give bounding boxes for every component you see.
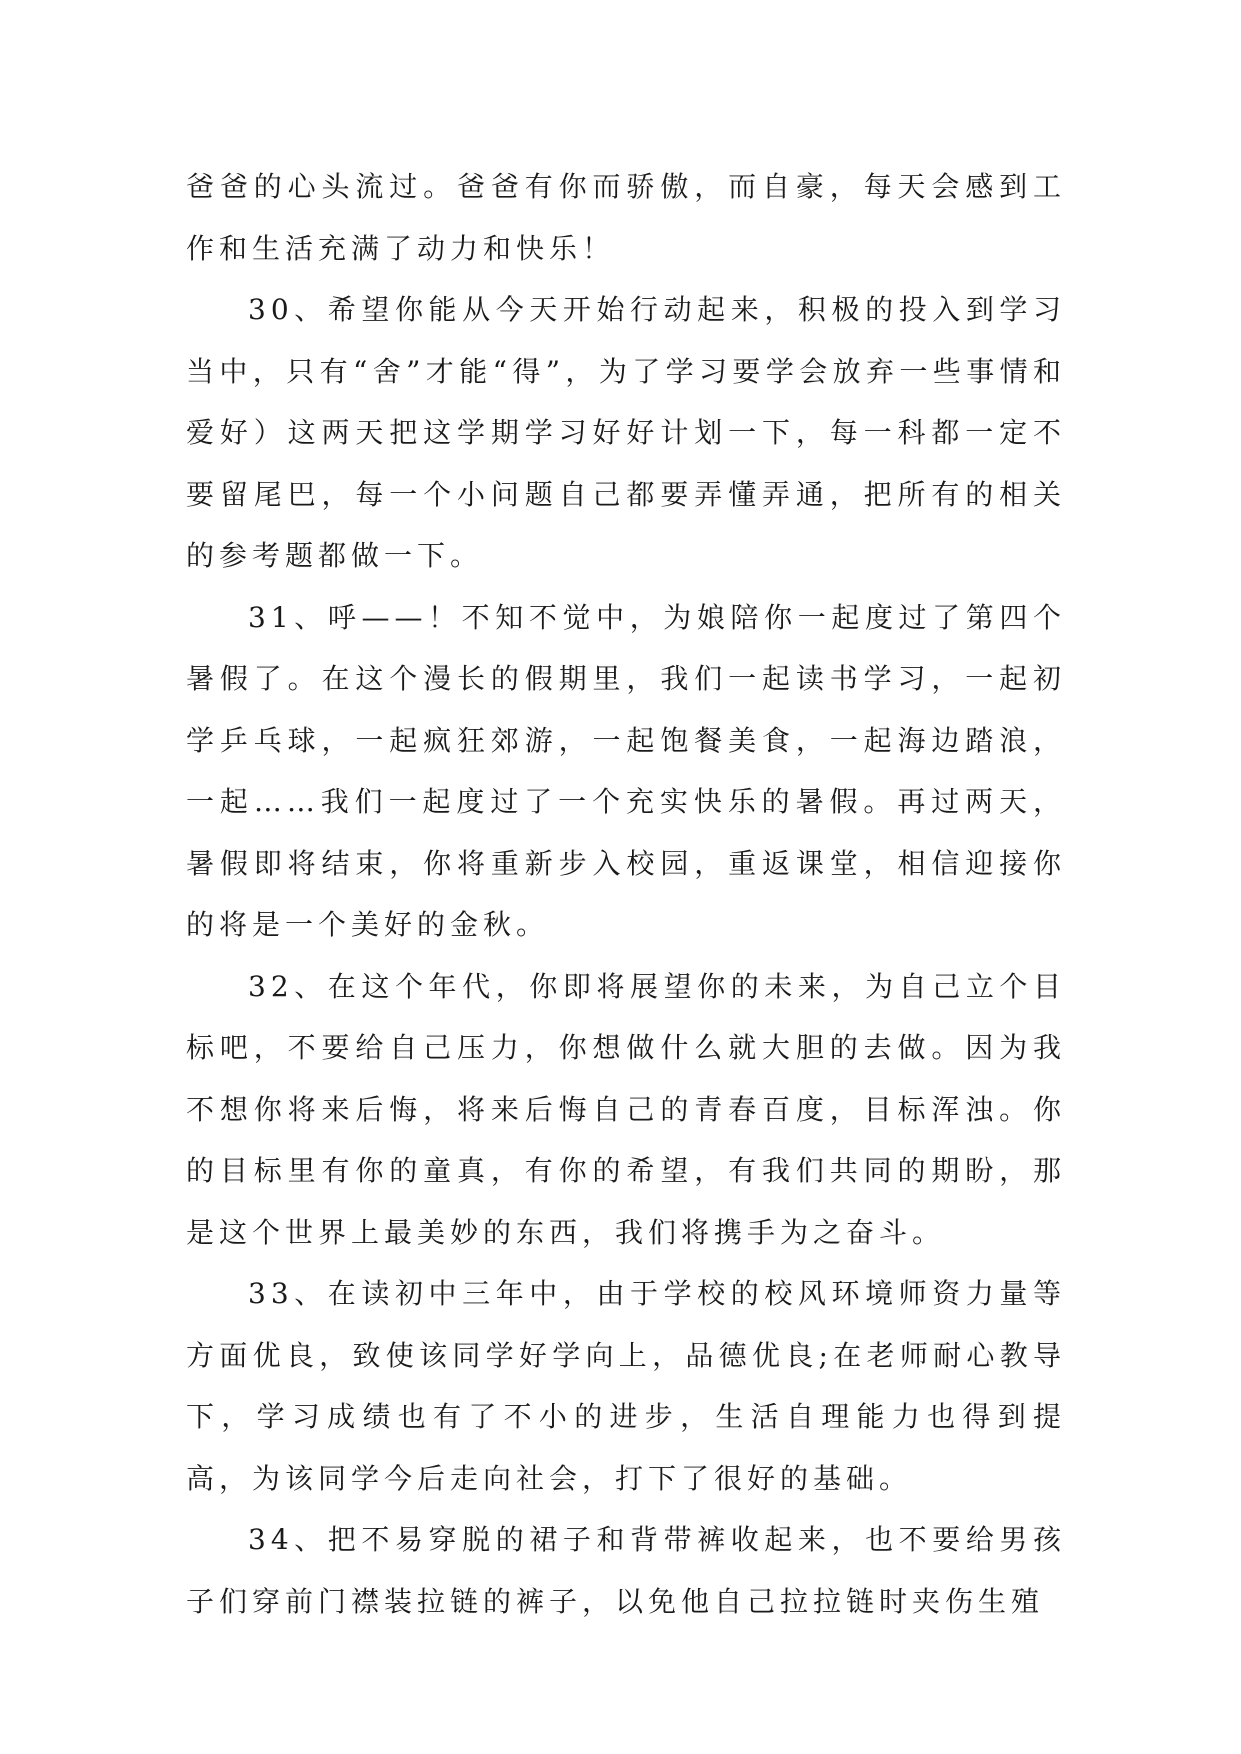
paragraph-continuation: 爸爸的心头流过。爸爸有你而骄傲，而自豪，每天会感到工作和生活充满了动力和快乐！	[186, 170, 1066, 265]
paragraph-item-31: 31、呼——！不知不觉中，为娘陪你一起度过了第四个暑假了。在这个漫长的假期里，我们一起读书学习，一起初学乒乓球，一起疯狂郊游，一起饱餐美食，一起海边踏浪，一起……我们一起度过了一个充实快乐的暑假。再过两天，暑假即将结束，你将重新步入校园，重返课堂，相信迎接你的将是一个美好的金秋。	[186, 600, 1066, 941]
paragraph-item-33: 33、在读初中三年中，由于学校的校风环境师资力量等方面优良，致使该同学好学向上，品德优良;在老师耐心教导下，学习成绩也有了不小的进步，生活自理能力也得到提高，为该同学今后走向社会，打下了很好的基础。	[186, 1277, 1066, 1495]
document-body	[186, 156, 1066, 1632]
paragraph-item-32: 32、在这个年代，你即将展望你的未来，为自己立个目标吧，不要给自己压力，你想做什么就大胆的去做。因为我不想你将来后悔，将来后悔自己的青春百度，目标浑浊。你的目标里有你的童真，有你的希望，有我们共同的期盼，那是这个世界上最美妙的东西，我们将携手为之奋斗。	[186, 969, 1066, 1249]
paragraph-item-30: 30、希望你能从今天开始行动起来，积极的投入到学习当中，只有“舍”才能“得”，为了学习要学会放弃一些事情和爱好）这两天把这学期学习好好计划一下，每一科都一定不要留尾巴，每一个小问题自己都要弄懂弄通，把所有的相关的参考题都做一下。	[186, 293, 1066, 572]
paragraph-item-34: 34、把不易穿脱的裙子和背带裤收起来，也不要给男孩子们穿前门襟装拉链的裤子，以免他自己拉拉链时夹伤生殖	[186, 1523, 1066, 1618]
